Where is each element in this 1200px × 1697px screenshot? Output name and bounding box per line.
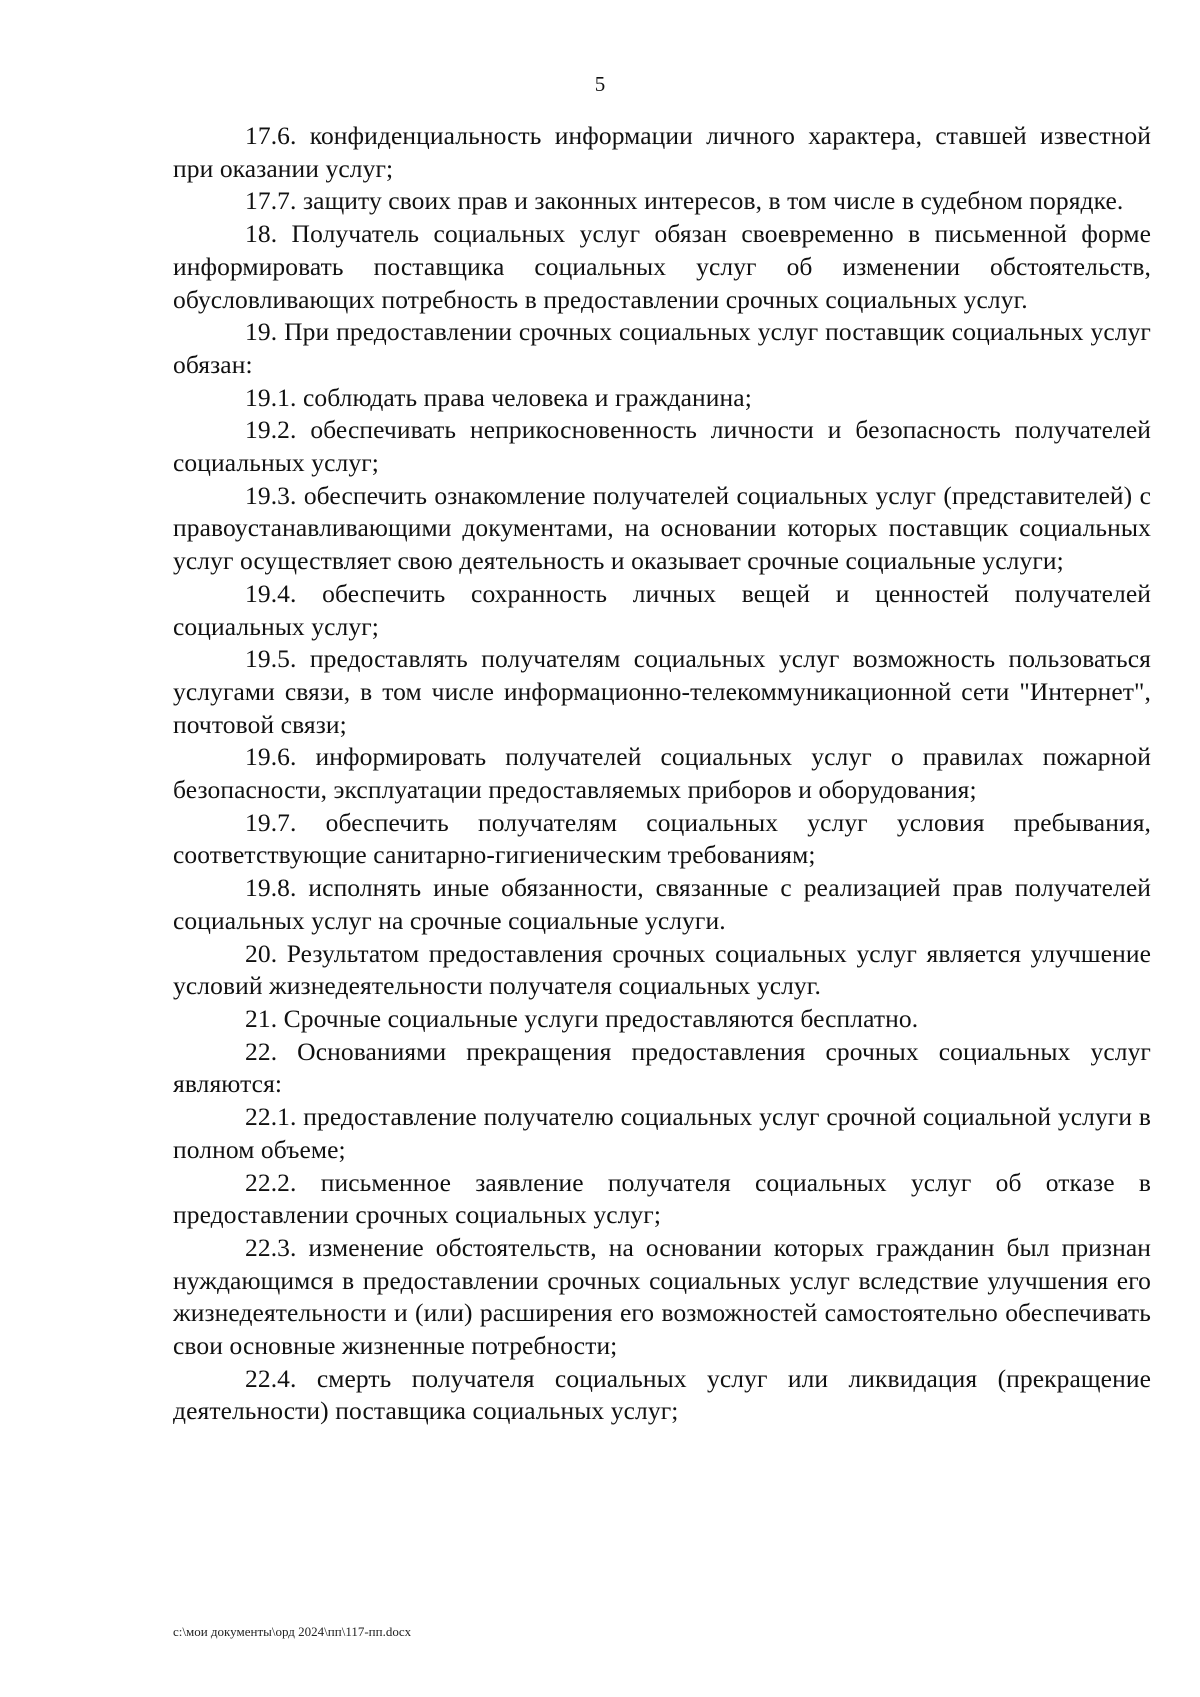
document-body (173, 120, 1151, 1428)
paragraph-19-6: 19.6. информировать получателей социальных услуг о правилах пожарной безопасности, эксплуатации предоставляемых приборов и оборудования; (173, 742, 1151, 805)
paragraph-22-4: 22.4. смерть получателя социальных услуг или ликвидация (прекращение деятельности) поставщика социальных услуг; (173, 1363, 1151, 1426)
paragraph-17-6: 17.6. конфиденциальность информации личного характера, ставшей известной при оказании услуг; (173, 121, 1151, 183)
footer-file-path: c:\мои документы\орд 2024\пп\117-пп.docx (173, 1624, 412, 1639)
paragraph-17-7: 17.7. защиту своих прав и законных интересов, в том числе в судебном порядке. (245, 186, 1124, 216)
paragraph-19-3: 19.3. обеспечить ознакомление получателей социальных услуг (представителей) с правоустанавливающими документами, на основании которых поставщик социальных услуг осуществляет свою деятельность и оказывает срочные социальные услуги; (173, 480, 1151, 576)
paragraph-19-8: 19.8. исполнять иные обязанности, связанные с реализацией прав получателей социальных услуг на срочные социальные услуги. (173, 873, 1151, 935)
paragraph-22: 22. Основаниями прекращения предоставления срочных социальных услуг являются: (173, 1036, 1151, 1099)
paragraph-22-3: 22.3. изменение обстоятельств, на основании которых гражданин был признан нуждающимся в предоставлении срочных социальных услуг вследствие улучшения его жизнедеятельности и (или) расширения его возможностей самостоятельно обеспечивать свои основные жизненные потребности; (173, 1232, 1151, 1361)
paragraph-22-1: 22.1. предоставление получателю социальных услуг срочной социальной услуги в полном объеме; (173, 1102, 1151, 1164)
paragraph-22-2: 22.2. письменное заявление получателя социальных услуг об отказе в предоставлении срочных социальных услуг; (173, 1167, 1151, 1230)
paragraph-19-7: 19.7. обеспечить получателям социальных услуг условия пребывания, соответствующие санитарно-гигиеническим требованиям; (173, 807, 1151, 870)
paragraph-18: 18. Получатель социальных услуг обязан своевременно в письменной форме информировать поставщика социальных услуг об изменении обстоятельств, обусловливающих потребность в предоставлении срочных социальных услуг. (173, 219, 1151, 314)
paragraph-20: 20. Результатом предоставления срочных социальных услуг является улучшение условий жизнедеятельности получателя социальных услуг. (173, 938, 1151, 1001)
paragraph-19-1: 19.1. соблюдать права человека и гражданина; (245, 382, 752, 412)
paragraph-19-2: 19.2. обеспечивать неприкосновенность личности и безопасность получателей социальных услуг; (173, 415, 1151, 478)
paragraph-19-4: 19.4. обеспечить сохранность личных вещей и ценностей получателей социальных услуг; (173, 578, 1151, 641)
page-number: 5 (594, 72, 606, 96)
paragraph-19: 19. При предоставлении срочных социальных услуг поставщик социальных услуг обязан: (173, 317, 1151, 379)
paragraph-21: 21. Срочные социальные услуги предоставляются бесплатно. (245, 1003, 919, 1033)
paragraph-19-5: 19.5. предоставлять получателям социальных услуг возможность пользоваться услугами связи, в том числе информационно-телекоммуникационной сети "Интернет", почтовой связи; (173, 644, 1151, 739)
